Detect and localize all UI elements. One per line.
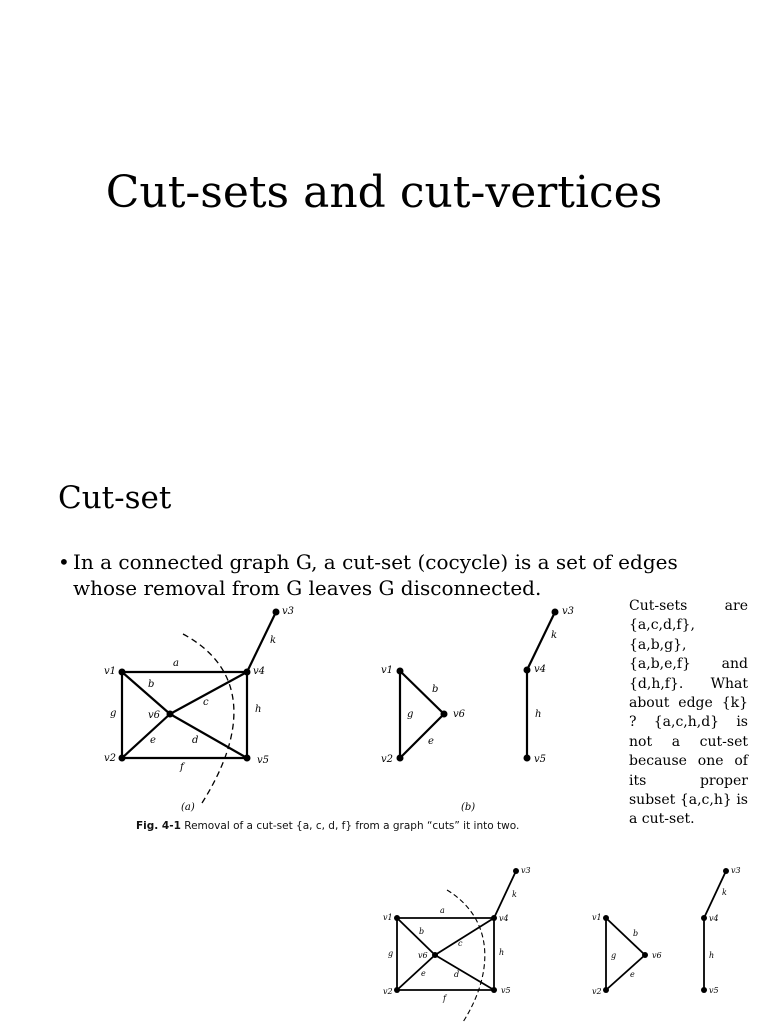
edge-e-line [122, 714, 170, 758]
label-v3-2: v3 [521, 866, 531, 875]
label-v6: v6 [148, 710, 161, 721]
label-v1-b2: v1 [592, 913, 602, 922]
label-v1: v1 [104, 666, 117, 677]
panel-b-label: (b) [461, 802, 476, 813]
label-edge-h-2: h [499, 948, 505, 957]
figure-caption [136, 820, 556, 832]
edge-b-line-2 [397, 918, 435, 955]
edge-e-line-2 [397, 955, 435, 990]
vertex-v2-dot-2 [394, 987, 400, 993]
edge-b-line [122, 672, 170, 714]
label-v6-b: v6 [453, 709, 466, 720]
vertex-v5-dot-2 [491, 987, 497, 993]
vertex-v3-dot-b [552, 609, 559, 616]
label-edge-b: b [148, 679, 155, 690]
label-edge-d-2: d [454, 970, 460, 979]
vertex-v1-dot-b [397, 668, 404, 675]
label-edge-h: h [255, 704, 262, 715]
vertex-v2-dot-b [397, 755, 404, 762]
label-v5-b2: v5 [709, 986, 719, 995]
label-v2: v2 [104, 753, 117, 764]
label-edge-g-2: g [388, 949, 394, 958]
vertex-v2-dot [119, 755, 126, 762]
label-edge-a: a [173, 658, 179, 669]
cut-set-note: Cut-sets are {a,c,d,f}, {a,b,g}, {a,b,e,f} and {d,h,f}. What about edge {k} ? {a,c,h,d} is not a cut-set because one of its proper subset {a,c,h} is a cut-set. [629, 598, 748, 828]
label-v4-b: v4 [534, 664, 547, 675]
label-edge-c: c [203, 697, 209, 708]
label-edge-e-2: e [421, 969, 426, 978]
vertex-v3-dot-2 [513, 868, 519, 874]
label-v3-b2: v3 [731, 866, 741, 875]
graph-figure-b-repeat [585, 858, 755, 1024]
label-edge-k-b: k [551, 630, 558, 641]
label-edge-k-2: k [512, 890, 517, 899]
label-v2-2: v2 [383, 987, 393, 996]
caption-label: Fig. 4-1 [136, 820, 181, 832]
vertex-v1-dot-2 [394, 915, 400, 921]
label-edge-e: e [150, 735, 156, 746]
label-edge-g-b: g [407, 709, 414, 720]
edge-e-line-b2 [606, 955, 645, 990]
slide-title: Cut-sets and cut-vertices [105, 167, 663, 218]
vertex-v6-dot-b [441, 711, 448, 718]
vertex-v6-dot-b2 [642, 952, 648, 958]
label-v5-2: v5 [501, 986, 511, 995]
edge-e-line-b [400, 714, 444, 758]
label-v2-b: v2 [381, 754, 394, 765]
label-edge-e-b: e [428, 736, 434, 747]
label-v4-2: v4 [499, 914, 509, 923]
vertex-v1-dot [119, 669, 126, 676]
label-v1-b: v1 [381, 665, 394, 676]
label-v5: v5 [257, 755, 270, 766]
label-v4-b2: v4 [709, 914, 719, 923]
vertex-v4-dot [244, 669, 251, 676]
bullet-marker: • [58, 550, 70, 574]
label-v3-b: v3 [562, 606, 575, 617]
definition-bullet [58, 549, 748, 601]
graph-figure-b [375, 600, 585, 815]
label-edge-c-2: c [458, 939, 463, 948]
label-edge-k: k [270, 635, 277, 646]
vertex-v2-dot-b2 [603, 987, 609, 993]
label-edge-a-2: a [440, 906, 445, 915]
graph-figure-a-repeat [375, 858, 545, 1024]
label-v4: v4 [253, 666, 266, 677]
label-edge-h-b: h [535, 709, 542, 720]
section-heading: Cut-set [58, 480, 172, 516]
label-edge-b-b2: b [633, 929, 639, 938]
label-edge-f-2: f [443, 994, 446, 1003]
label-edge-b-b: b [432, 684, 439, 695]
title-slide [0, 0, 768, 440]
label-v6-b2: v6 [652, 951, 662, 960]
label-edge-f: f [180, 762, 184, 773]
label-edge-h-b2: h [709, 951, 715, 960]
label-edge-e-b2: e [630, 970, 635, 979]
edge-d-line [170, 714, 247, 758]
vertex-v5-dot-b [524, 755, 531, 762]
panel-a-label: (a) [181, 802, 195, 813]
edge-k-line-b [527, 612, 558, 670]
cut-curve [183, 634, 234, 803]
label-v5-b: v5 [534, 754, 547, 765]
vertex-v5-dot [244, 755, 251, 762]
vertex-v4-dot-b [524, 667, 531, 674]
label-edge-d: d [192, 735, 199, 746]
vertex-v4-dot-2 [491, 915, 497, 921]
vertex-v3-dot [273, 609, 280, 616]
label-edge-g-b2: g [611, 951, 617, 960]
cut-curve-2 [447, 890, 485, 1022]
caption-text: Removal of a cut-set {a, c, d, f} from a graph “cuts” it into two. [184, 820, 520, 832]
vertex-v5-dot-b2 [701, 987, 707, 993]
vertex-v4-dot-b2 [701, 915, 707, 921]
label-edge-g: g [110, 708, 117, 719]
label-edge-b-2: b [419, 927, 425, 936]
vertex-v6-dot-2 [432, 952, 438, 958]
label-v6-2: v6 [418, 951, 428, 960]
vertex-v6-dot [167, 711, 174, 718]
vertex-v3-dot-b2 [723, 868, 729, 874]
bullet-text: In a connected graph G, a cut-set (cocycle) is a set of edges whose removal from G leaves G disconnected. [73, 550, 678, 600]
edge-b-line-b2 [606, 918, 645, 955]
vertex-v1-dot-b2 [603, 915, 609, 921]
label-edge-k-b2: k [722, 888, 727, 897]
label-v3: v3 [282, 606, 295, 617]
graph-figure-a [95, 600, 295, 813]
label-v1-2: v1 [383, 913, 393, 922]
label-v2-b2: v2 [592, 987, 602, 996]
